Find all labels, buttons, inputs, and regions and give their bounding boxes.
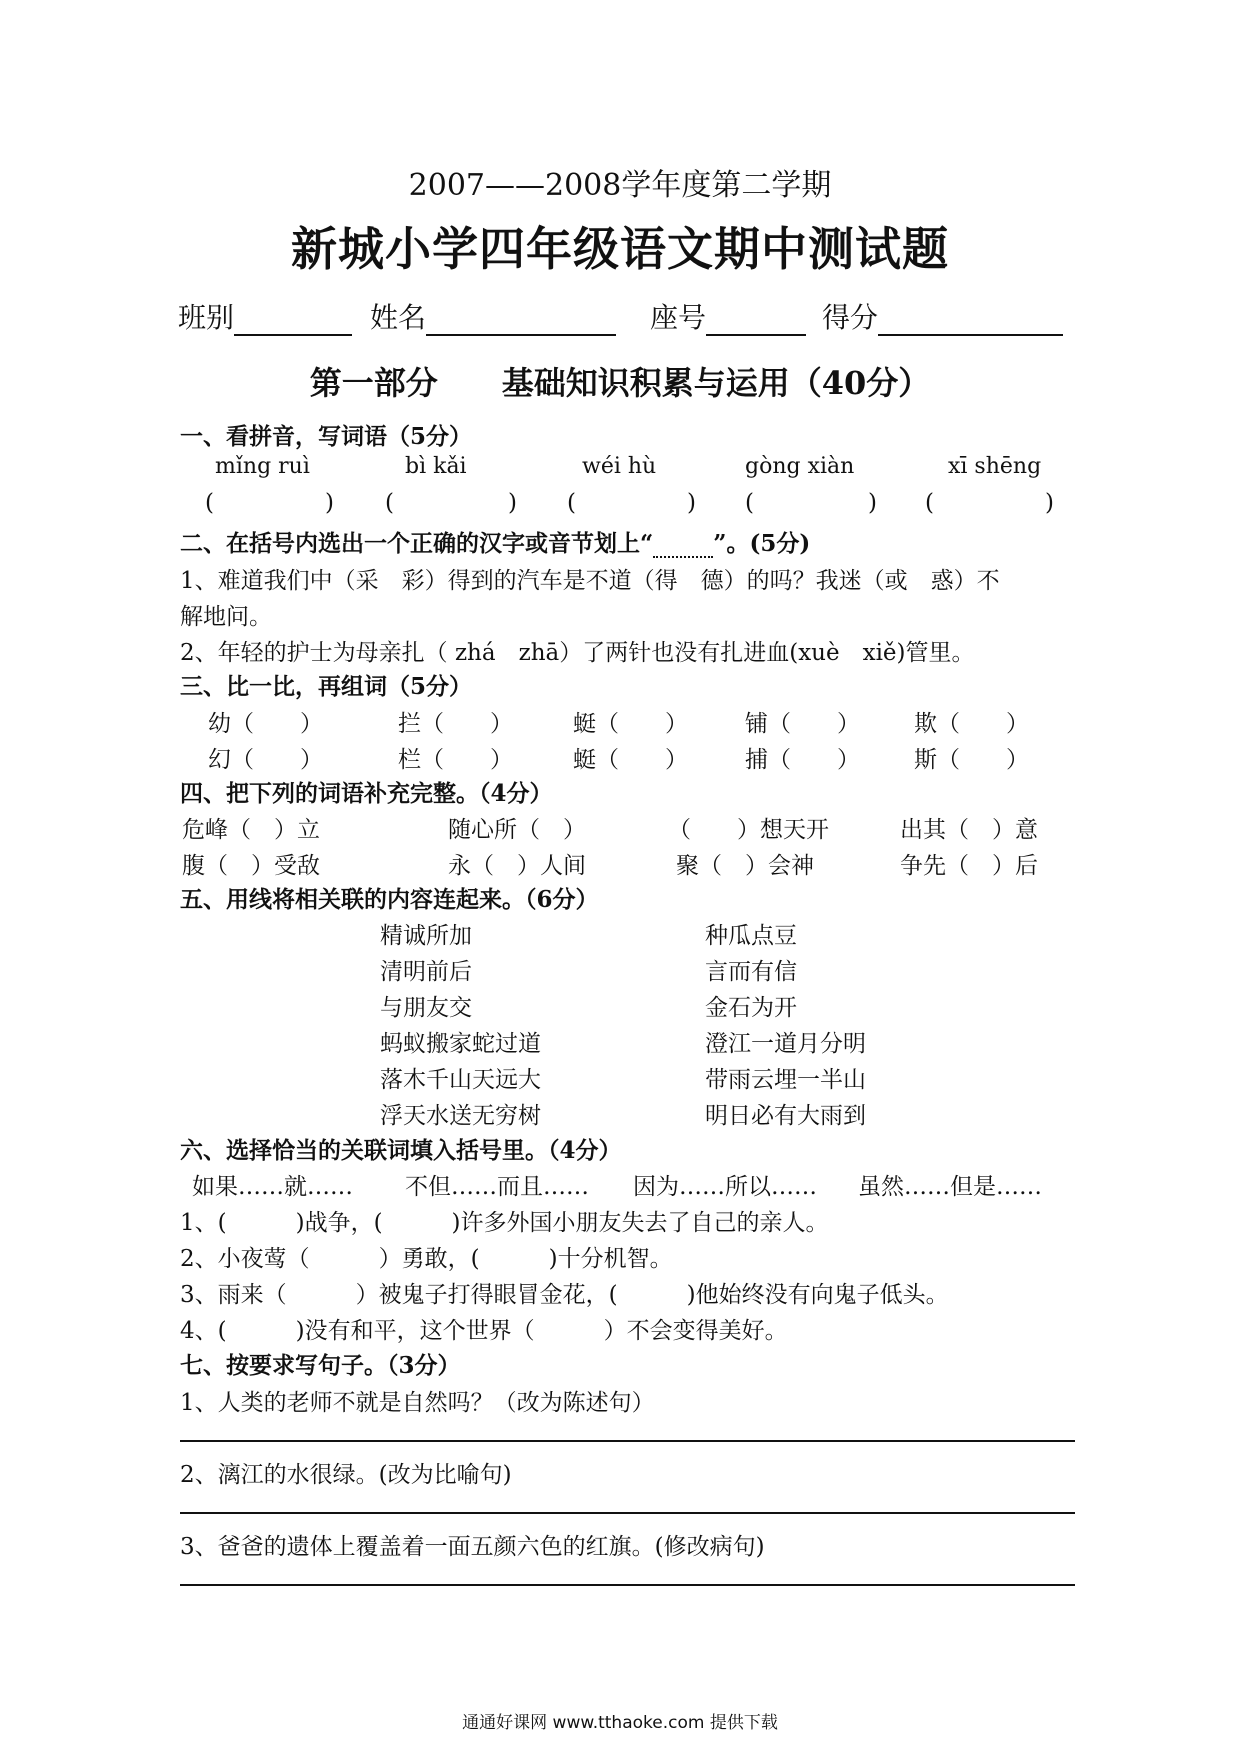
answer-bracket-open[interactable]: ( [205, 490, 214, 516]
q6-heading: 六、选择恰当的关联词填入括号里。（4分） [180, 1137, 622, 1164]
seat-blank[interactable] [706, 304, 806, 336]
q3-r2-item[interactable]: 蜓（ ） [573, 747, 688, 773]
score-field [822, 296, 1063, 336]
answer-bracket-open[interactable]: ( [745, 490, 754, 516]
score-label: 得分 [822, 301, 879, 334]
name-field [370, 296, 616, 336]
q2-heading-post: ”。(5分) [713, 530, 811, 557]
q3-r1-item[interactable]: 幼（ ） [208, 711, 323, 737]
conjunction-option: 不但……而且…… [405, 1174, 589, 1200]
match-right-item[interactable]: 带雨云埋一半山 [705, 1067, 866, 1093]
score-blank[interactable] [878, 304, 1063, 336]
conjunction-option: 虽然……但是…… [858, 1174, 1042, 1200]
answer-bracket-close: ) [868, 490, 877, 516]
q7-heading: 七、按要求写句子。（3分） [180, 1352, 461, 1379]
part-one-heading: 第一部分 基础知识积累与运用（40分） [309, 364, 931, 402]
q4-r2-item[interactable]: 聚（ ）会神 [676, 853, 814, 879]
match-right-item[interactable]: 澄江一道月分明 [705, 1031, 866, 1057]
q7-item-1: 1、人类的老师不就是自然吗？（改为陈述句） [180, 1390, 655, 1416]
q4-heading: 四、把下列的词语补充完整。（4分） [180, 780, 553, 807]
exam-term: 2007——2008学年度第二学期 [408, 168, 832, 203]
q4-r1-item[interactable]: 随心所（ ） [448, 817, 586, 843]
q6-item[interactable]: 2、小夜莺（ ）勇敢，( )十分机智。 [180, 1246, 673, 1272]
match-left-item[interactable]: 清明前后 [380, 959, 472, 985]
answer-bracket-close: ) [325, 490, 334, 516]
answer-bracket-close: ) [508, 490, 517, 516]
q3-r1-item[interactable]: 蜓（ ） [573, 711, 688, 737]
q4-r1-item[interactable]: 出其（ ）意 [900, 817, 1038, 843]
q3-heading: 三、比一比，再组词（5分） [180, 673, 473, 700]
conjunction-option: 因为……所以…… [633, 1174, 817, 1200]
answer-bracket-open[interactable]: ( [385, 490, 394, 516]
match-left-item[interactable]: 蚂蚁搬家蛇过道 [380, 1031, 541, 1057]
name-label: 姓名 [370, 301, 427, 334]
match-left-item[interactable]: 浮天水送无穷树 [380, 1103, 541, 1129]
q2-heading-pre: 二、在括号内选出一个正确的汉字或音节划上“ [180, 530, 654, 557]
pinyin-2: bì kǎi [405, 454, 467, 479]
q3-r1-item[interactable]: 欺（ ） [914, 711, 1029, 737]
q3-r2-item[interactable]: 栏（ ） [398, 747, 513, 773]
q6-item[interactable]: 4、( )没有和平，这个世界（ ）不会变得美好。 [180, 1318, 788, 1344]
q4-r1-item[interactable]: 危峰（ ）立 [182, 817, 320, 843]
pinyin-1: mǐng ruì [215, 454, 310, 479]
q4-r2-item[interactable]: 永（ ）人间 [448, 853, 586, 879]
q4-r2-item[interactable]: 争先（ ）后 [900, 853, 1038, 879]
answer-bracket-close: ) [1045, 490, 1054, 516]
q3-r1-item[interactable]: 铺（ ） [745, 711, 860, 737]
answer-line-2[interactable] [180, 1512, 1075, 1514]
q3-r2-item[interactable]: 幻（ ） [208, 747, 323, 773]
conjunction-option: 如果……就…… [192, 1174, 353, 1200]
answer-line-1[interactable] [180, 1440, 1075, 1442]
name-blank[interactable] [426, 304, 616, 336]
class-blank[interactable] [234, 304, 352, 336]
q3-r1-item[interactable]: 拦（ ） [398, 711, 513, 737]
q1-heading: 一、看拼音，写词语（5分） [180, 423, 473, 450]
q2-item-1: 1、难道我们中（采 彩）得到的汽车是不道（得 德）的吗？我迷（或 惑）不 [180, 568, 1000, 594]
answer-bracket-open[interactable]: ( [925, 490, 934, 516]
q2-heading [180, 525, 810, 558]
class-label: 班别 [178, 301, 235, 334]
class-field [178, 296, 352, 336]
pinyin-3: wéi hù [582, 454, 657, 479]
match-left-item[interactable]: 落木千山天远大 [380, 1067, 541, 1093]
answer-line-3[interactable] [180, 1584, 1075, 1586]
q5-heading: 五、用线将相关联的内容连起来。（6分） [180, 886, 599, 913]
q3-r2-item[interactable]: 捕（ ） [745, 747, 860, 773]
match-left-item[interactable]: 精诚所加 [380, 923, 472, 949]
q6-item[interactable]: 3、雨来（ ）被鬼子打得眼冒金花，( )他始终没有向鬼子低头。 [180, 1282, 949, 1308]
q7-item-3: 3、爸爸的遗体上覆盖着一面五颜六色的红旗。(修改病句) [180, 1534, 765, 1560]
q4-r2-item[interactable]: 腹（ ）受敌 [182, 853, 320, 879]
match-right-item[interactable]: 金石为开 [705, 995, 797, 1021]
q3-r2-item[interactable]: 斯（ ） [914, 747, 1029, 773]
match-right-item[interactable]: 种瓜点豆 [705, 923, 797, 949]
pinyin-5: xī shēng [948, 454, 1042, 479]
q2-item-2: 2、年轻的护士为母亲扎（ zhá zhā）了两针也没有扎进血(xuè xiě)管里。 [180, 640, 975, 666]
dotted-blank [653, 536, 713, 558]
answer-bracket-close: ) [687, 490, 696, 516]
q7-item-2: 2、漓江的水很绿。(改为比喻句) [180, 1462, 512, 1488]
seat-label: 座号 [650, 301, 707, 334]
download-footer: 通通好课网 www.tthaoke.com 提供下载 [462, 1713, 778, 1733]
match-right-item[interactable]: 明日必有大雨到 [705, 1103, 866, 1129]
seat-field [650, 296, 806, 336]
match-left-item[interactable]: 与朋友交 [380, 995, 472, 1021]
answer-bracket-open[interactable]: ( [567, 490, 576, 516]
exam-title: 新城小学四年级语文期中测试题 [291, 222, 949, 276]
q2-item-1-cont: 解地问。 [180, 604, 272, 630]
match-right-item[interactable]: 言而有信 [705, 959, 797, 985]
q6-item[interactable]: 1、( )战争，( )许多外国小朋友失去了自己的亲人。 [180, 1210, 829, 1236]
pinyin-4: gòng xiàn [745, 454, 855, 479]
q4-r1-item[interactable]: （ ）想天开 [668, 817, 829, 843]
